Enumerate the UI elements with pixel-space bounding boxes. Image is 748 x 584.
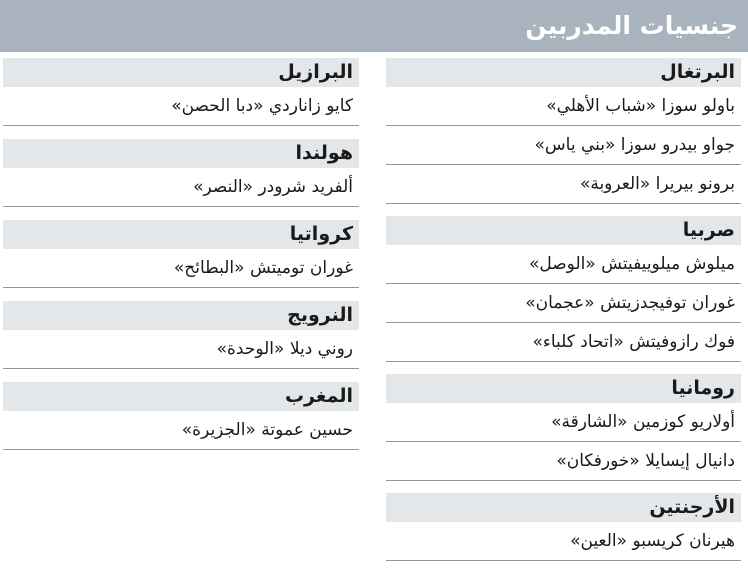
country-section-romania: [386, 374, 741, 481]
coach-row: كايو زاناردي «دبا الحصن»: [3, 87, 359, 126]
coach-row: ألفريد شرودر «النصر»: [3, 168, 359, 207]
country-section-croatia: [3, 220, 359, 288]
country-section-netherlands: [3, 139, 359, 207]
country-section-morocco: [3, 382, 359, 450]
country-header: الأرجنتين: [386, 493, 741, 522]
title-banner: [0, 0, 748, 52]
country-header: البرتغال: [386, 58, 741, 87]
country-section-argentina: [386, 493, 741, 561]
coach-row: غوران توفيجدزيتش «عجمان»: [386, 284, 741, 323]
coach-row: غوران توميتش «البطائح»: [3, 249, 359, 288]
coach-row: فوك رازوفيتش «اتحاد كلباء»: [386, 323, 741, 362]
coach-row: باولو سوزا «شباب الأهلي»: [386, 87, 741, 126]
country-header: المغرب: [3, 382, 359, 411]
coach-row: حسين عموتة «الجزيرة»: [3, 411, 359, 450]
country-section-serbia: [386, 216, 741, 362]
country-header: هولندا: [3, 139, 359, 168]
country-header: النرويج: [3, 301, 359, 330]
right-column: [386, 58, 741, 573]
page-title: جنسيات المدربين: [525, 11, 738, 40]
coach-row: أولاريو كوزمين «الشارقة»: [386, 403, 741, 442]
coach-row: روني ديلا «الوحدة»: [3, 330, 359, 369]
coach-row: ميلوش ميلوييفيتش «الوصل»: [386, 245, 741, 284]
coach-row: جواو بيدرو سوزا «بني ياس»: [386, 126, 741, 165]
country-header: رومانيا: [386, 374, 741, 403]
coach-row: دانيال إيسايلا «خورفكان»: [386, 442, 741, 481]
coach-row: هيرنان كريسبو «العين»: [386, 522, 741, 561]
country-section-portugal: [386, 58, 741, 204]
coach-row: برونو بيريرا «العروبة»: [386, 165, 741, 204]
country-header: صربيا: [386, 216, 741, 245]
country-header: كرواتيا: [3, 220, 359, 249]
country-section-brazil: [3, 58, 359, 126]
left-column: [3, 58, 359, 463]
country-section-norway: [3, 301, 359, 369]
country-header: البرازيل: [3, 58, 359, 87]
